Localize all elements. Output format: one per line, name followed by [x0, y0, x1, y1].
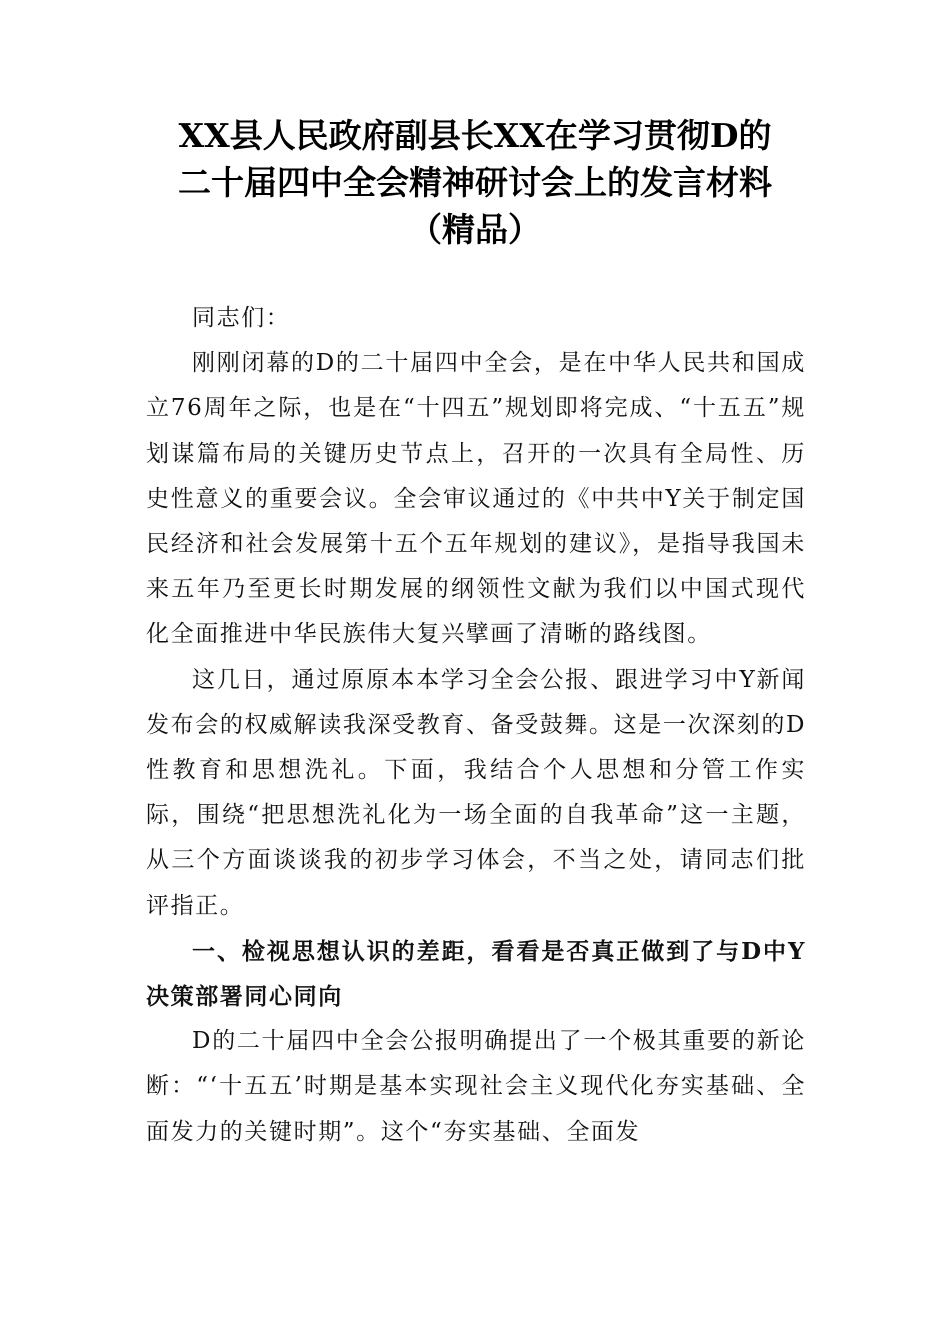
title-line-1: XX县人民政府副县长XX在学习贯彻D的 [178, 116, 772, 155]
title-line-3: （精品） [409, 210, 541, 249]
body-paragraph-2: 这几日，通过原原本本学习全会公报、跟进学习中Y新闻发布会的权威解读我深受教育、备受鼓舞。这是一次深刻的D性教育和思想洗礼。下面，我结合个人思想和分管工作实际，围绕“把思想洗礼化为一场全面的自我革命”这一主题，从三个方面谈谈我的初步学习体会，不当之处，请同志们批评指正。 [146, 666, 806, 919]
salutation: 同志们： [192, 305, 291, 331]
section-heading-1: 一、检视思想认识的差距，看看是否真正做到了与D中Y决策部署同心同向 [146, 937, 806, 1011]
body-paragraph-1: 刚刚闭幕的D的二十届四中全会，是在中华人民共和国成立76周年之际，也是在“十四五”规划即将完成、“十五五”规划谋篇布局的关键历史节点上，召开的一次具有全局性、历史性意义的重要会议。全会审议通过的《中共中Y关于制定国民经济和社会发展第十五个五年规划的建议》，是指导我国未来五年乃至更长时期发展的纲领性文献为我们以中国式现代化全面推进中华民族伟大复兴擘画了清晰的路线图。 [146, 350, 806, 648]
document-title [110, 112, 840, 253]
section-paragraph-1: D的二十届四中全会公报明确提出了一个极其重要的新论断：“‘十五五’时期是基本实现社会主义现代化夯实基础、全面发力的关键时期”。这个“夯实基础、全面发 [146, 1028, 806, 1145]
title-line-2: 二十届四中全会精神研讨会上的发言材料 [178, 163, 772, 202]
document-body [146, 296, 806, 1155]
